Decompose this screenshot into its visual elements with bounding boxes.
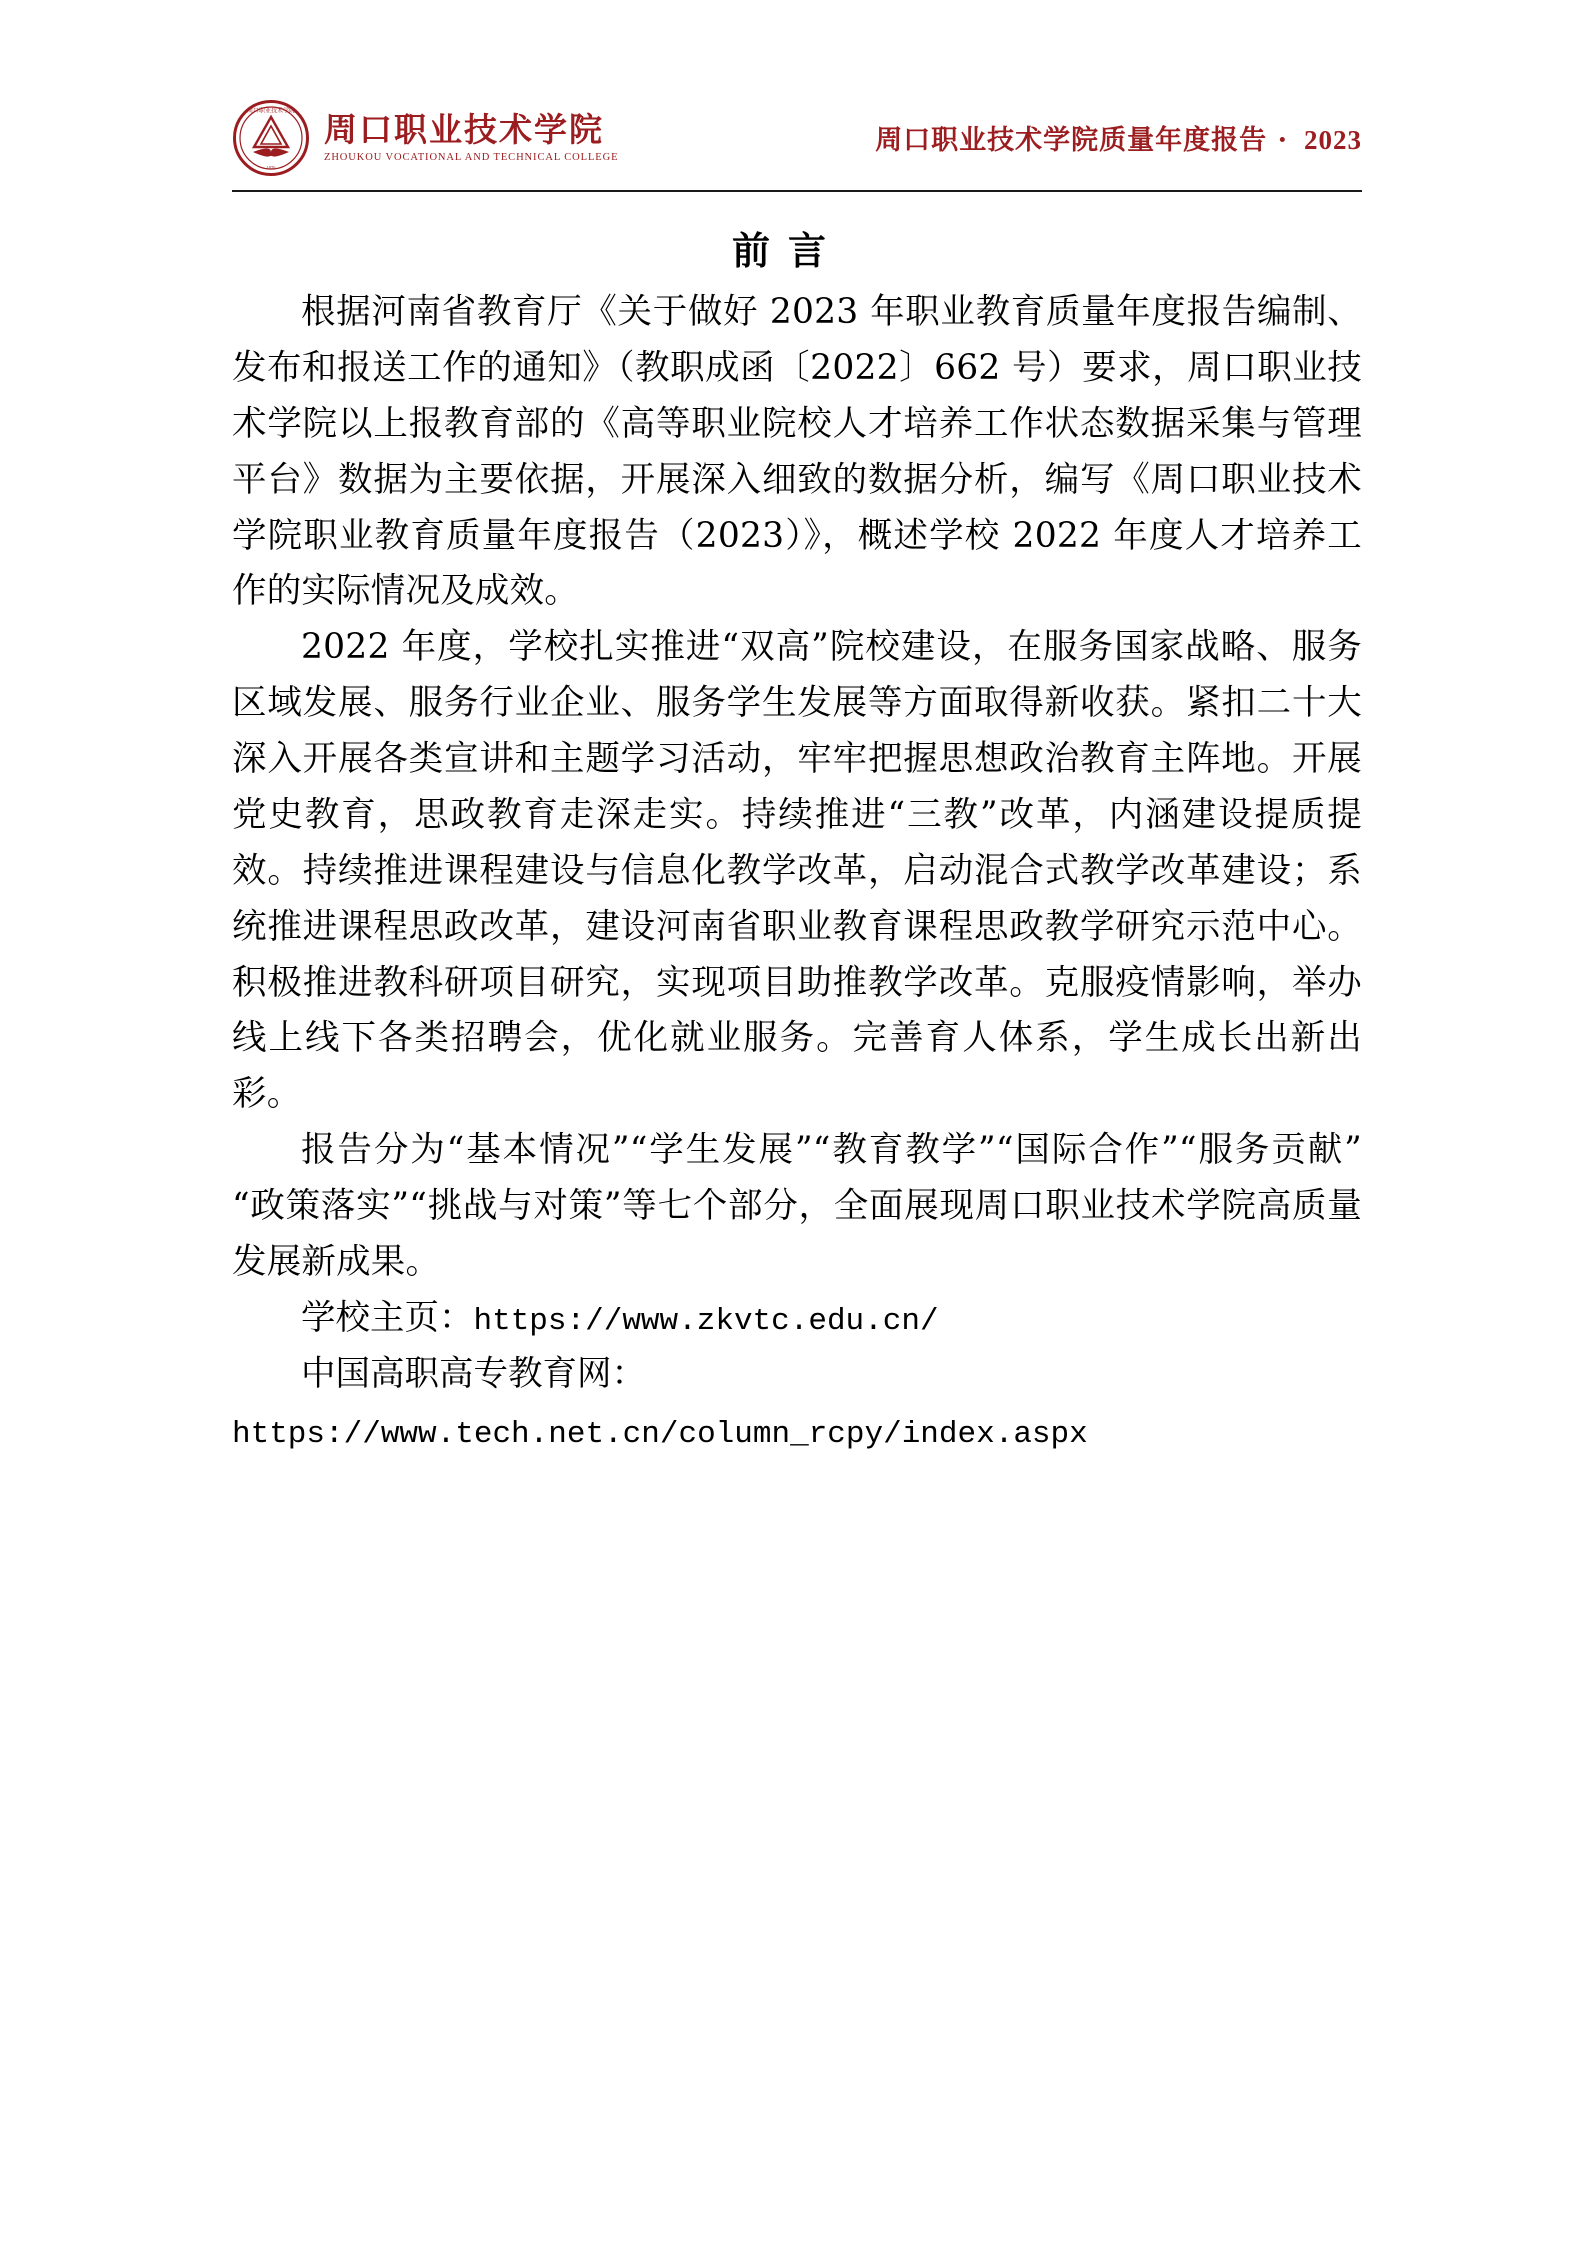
paragraph-1: 根据河南省教育厅《关于做好 2023 年职业教育质量年度报告编制、发布和报送工作的通知》（教职成函〔2022〕662 号）要求，周口职业技术学院以上报教育部的《高等职业院校人才培养工作状态数据采集与管理平台》数据为主要依据，开展深入细致的数据分析，编写《周口职业技术学院职业教育质量年度报告（2023）》，概述学校 2022 年度人才培养工作的实际情况及成效。 bbox=[232, 292, 1362, 612]
college-name-block bbox=[324, 109, 619, 164]
report-title-text: 周口职业技术学院质量年度报告 · bbox=[875, 124, 1288, 156]
report-year: 2023 bbox=[1304, 124, 1362, 155]
paragraph-2: 2022 年度，学校扎实推进“双高”院校建设，在服务国家战略、服务区域发展、服务行业企业、服务学生发展等方面取得新收获。紧扣二十大深入开展各类宣讲和主题学习活动，牢牢把握思想政治教育主阵地。开展党史教育，思政教育走深走实。持续推进“三教”改革，内涵建设提质提效。持续推进课程建设与信息化教学改革，启动混合式教学改革建设；系统推进课程思政改革，建设河南省职业教育课程思政教学研究示范中心。积极推进教科研项目研究，实现项目助推教学改革。克服疫情影响，举办线上线下各类招聘会，优化就业服务。完善育人体系，学生成长出新出彩。 bbox=[232, 627, 1362, 1115]
page-header bbox=[232, 88, 1362, 188]
college-crest-icon bbox=[232, 99, 310, 177]
portal-label-line: 中国高职高专教育网： bbox=[301, 1353, 646, 1394]
svg-text:周口职业技术学院: 周口职业技术学院 bbox=[246, 107, 296, 115]
header-divider bbox=[232, 190, 1362, 192]
college-logo bbox=[232, 99, 618, 177]
portal-url[interactable]: https://www.tech.net.cn/column_rcpy/index.aspx bbox=[232, 1416, 1088, 1452]
college-name-en: ZHOUKOU VOCATIONAL AND TECHNICAL COLLEGE bbox=[324, 151, 619, 163]
header-report-title bbox=[875, 118, 1362, 159]
paragraph-3: 报告分为“基本情况”“学生发展”“教育教学”“国际合作”“服务贡献”“政策落实”“挑战与对策”等七个部分，全面展现周口职业技术学院高质量发展新成果。 bbox=[232, 1130, 1362, 1282]
homepage-line bbox=[232, 1291, 1362, 1347]
homepage-url[interactable]: https://www.zkvtc.edu.cn/ bbox=[473, 1303, 939, 1339]
document-body bbox=[232, 222, 1362, 1462]
homepage-label: 学校主页： bbox=[301, 1297, 474, 1338]
college-name-cn: 周口职业技术学院 bbox=[324, 109, 604, 149]
page-title: 前言 bbox=[731, 228, 844, 273]
svg-text:1976: 1976 bbox=[266, 165, 276, 170]
